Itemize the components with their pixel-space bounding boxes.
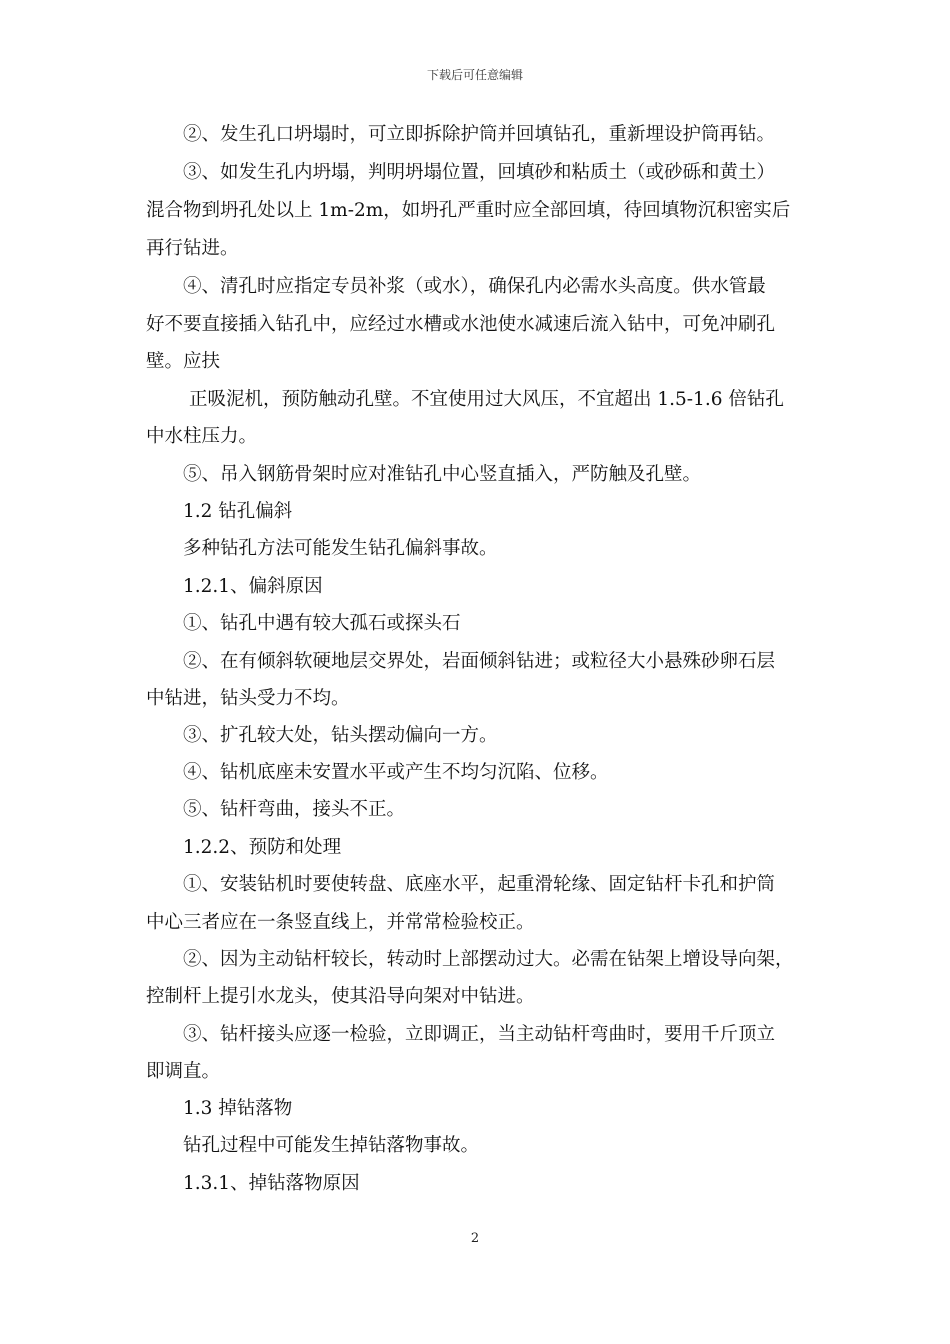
text-line: 中钻进，钻头受力不均。 [146,688,350,709]
page-number: 2 [470,1231,480,1246]
text-line: 正吸泥机，预防触动孔壁。不宜使用过大风压，不宜超出 1.5-1.6 倍钻孔 [189,389,784,410]
text-line: 好不要直接插入钻孔中，应经过水槽或水池使水减速后流入钻中，可免冲刷孔 [146,314,776,335]
text-line: ②、发生孔口坍塌时，可立即拆除护筒并回填钻孔，重新埋设护筒再钻。 [183,124,776,145]
text-line: ②、因为主动钻杆较长，转动时上部摆动过大。必需在钻架上增设导向架， [183,949,794,970]
text-line: ③、如发生孔内坍塌，判明坍塌位置，回填砂和粘质土（或砂砾和黄土） [183,162,776,183]
text-line: ①、安装钻机时要使转盘、底座水平，起重滑轮缘、固定钻杆卡孔和护筒 [183,874,776,895]
text-line: 钻孔过程中可能发生掉钻落物事故。 [183,1135,480,1156]
text-line: 混合物到坍孔处以上 1m-2m，如坍孔严重时应全部回填，待回填物沉积密实后 [146,200,791,221]
text-line: ⑤、钻杆弯曲，接头不正。 [183,799,406,820]
text-line: 再行钻进。 [146,238,239,259]
text-line: ①、钻孔中遇有较大孤石或探头石 [183,613,461,634]
section-heading: 1.2.1、偏斜原因 [183,576,323,597]
text-line: ③、扩孔较大处，钻头摆动偏向一方。 [183,725,498,746]
text-line: 中心三者应在一条竖直线上，并常常检验校正。 [146,912,535,933]
page-header: 下载后可任意编辑 [426,68,523,82]
text-line: ⑤、吊入钢筋骨架时应对准钻孔中心竖直插入，严防触及孔壁。 [183,464,702,485]
text-line: 壁。应扶 [146,351,221,372]
section-heading: 1.2 钻孔偏斜 [183,501,293,522]
text-line: ④、清孔时应指定专员补浆（或水），确保孔内必需水头高度。供水管最 [183,276,766,297]
section-heading: 1.3 掉钻落物 [183,1098,293,1119]
text-line: ②、在有倾斜软硬地层交界处，岩面倾斜钻进；或粒径大小悬殊砂卵石层 [183,651,776,672]
text-line: 控制杆上提引水龙头，使其沿导向架对中钻进。 [146,986,535,1007]
section-heading: 1.2.2、预防和处理 [183,837,342,858]
text-line: 即调直。 [146,1061,221,1082]
text-line: 中水柱压力。 [146,426,258,447]
text-line: ④、钻机底座未安置水平或产生不均匀沉陷、位移。 [183,762,609,783]
text-line: ③、钻杆接头应逐一检验，立即调正，当主动钻杆弯曲时，要用千斤顶立 [183,1024,776,1045]
section-heading: 1.3.1、掉钻落物原因 [183,1173,360,1194]
text-line: 多种钻孔方法可能发生钻孔偏斜事故。 [183,538,498,559]
